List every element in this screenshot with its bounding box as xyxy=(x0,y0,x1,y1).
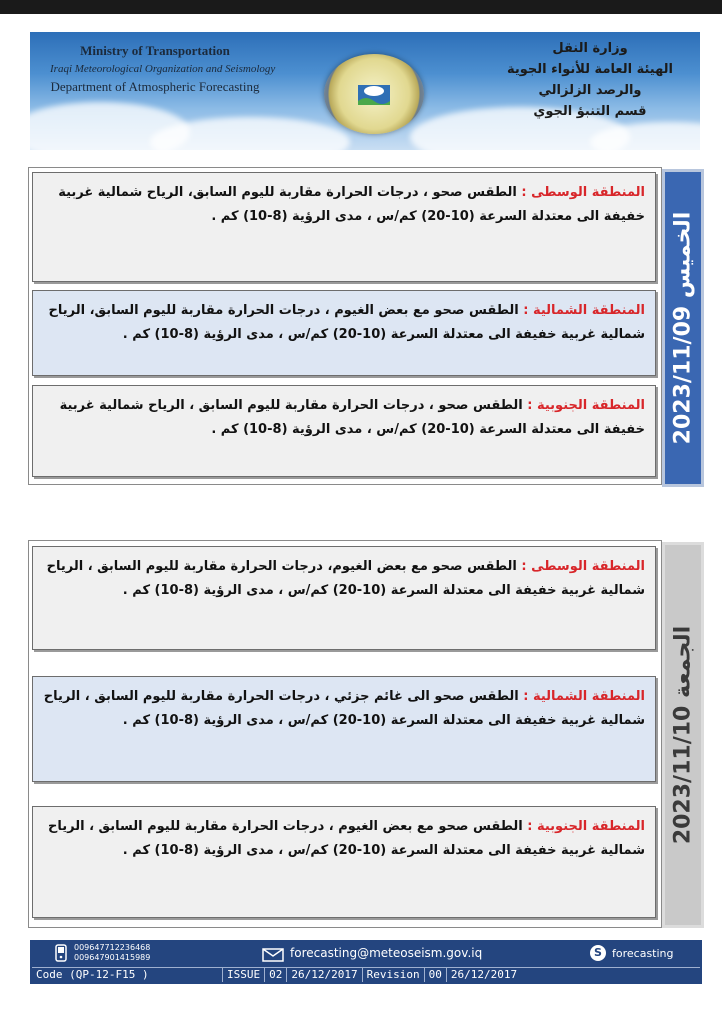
top-border xyxy=(0,0,722,14)
phone-number-1: 009647712236468 xyxy=(74,943,151,952)
region-label: المنطقة الجنوبية : xyxy=(527,819,645,834)
organization-name-en: Iraqi Meteorological Organization and Seismology xyxy=(50,63,276,75)
forecast-text: الطقس صحو مع بعض الغيوم ، درجات الحرارة مقاربة لليوم السابق، الرياح شمالية غربية خفيفة الى معتدلة السرعة (10-20) كم/س ، مدى الرؤية (8-10) كم . xyxy=(48,303,645,342)
region-label: المنطقة الجنوبية : xyxy=(527,398,645,413)
ministry-name-en: Ministry of Transportation xyxy=(80,43,230,58)
day2-central-forecast xyxy=(32,546,656,650)
organization-logo xyxy=(324,54,424,134)
phone-icon xyxy=(54,944,68,962)
issue-number: 02 xyxy=(265,968,287,982)
day1-north-forecast xyxy=(32,290,656,376)
phone-numbers xyxy=(74,943,150,963)
region-label: المنطقة الوسطى : xyxy=(521,185,645,200)
issue-date: 26/12/2017 xyxy=(287,968,362,982)
revision-number: 00 xyxy=(425,968,447,982)
email-link[interactable]: forecasting@meteoseism.gov.iq xyxy=(290,946,483,960)
skype-icon: S xyxy=(590,945,606,961)
department-name-ar: قسم التنبؤ الجوي xyxy=(533,104,647,119)
day1-central-forecast xyxy=(32,172,656,282)
organization-name-ar: الهيئة العامة للأنواء الجوية والرصد الزلزالي xyxy=(507,62,673,98)
day1-date-text: الخميس 2023/11/09 xyxy=(670,211,696,445)
region-label: المنطقة الشمالية : xyxy=(523,689,645,704)
header-banner xyxy=(30,32,700,150)
revision-label: Revision xyxy=(363,968,425,982)
skype-name[interactable]: forecasting xyxy=(612,947,674,960)
issue-label: ISSUE xyxy=(223,968,265,982)
footer-contacts xyxy=(30,940,702,966)
day2-date-text: الجمعة 2023/11/10 xyxy=(670,625,696,845)
forecast-text: الطقس صحو ، درجات الحرارة مقاربة لليوم السابق ، الرياح شمالية غربية خفيفة الى معتدلة السرعة (10-20) كم/س ، مدى الرؤية (8-10) كم . xyxy=(59,398,645,437)
document-code-row xyxy=(32,967,700,982)
forecast-text: الطقس صحو مع بعض الغيوم ، درجات الحرارة مقاربة لليوم السابق ، الرياح شمالية غربية خفيفة الى معتدلة السرعة (10-20) كم/س ، مدى الرؤية (8-10) كم . xyxy=(47,819,645,858)
region-label: المنطقة الوسطى : xyxy=(521,559,645,574)
day2-south-forecast xyxy=(32,806,656,918)
department-name-en: Department of Atmospheric Forecasting xyxy=(50,79,260,94)
document-code: Code (QP-12-F15 ) xyxy=(32,968,223,982)
header-english xyxy=(50,42,276,96)
day1-date-label xyxy=(662,169,704,487)
phone-number-2: 009647901415989 xyxy=(74,953,151,962)
day2-date-label xyxy=(662,542,704,928)
revision-date: 26/12/2017 xyxy=(450,968,518,981)
day1-south-forecast xyxy=(32,385,656,477)
ministry-name-ar: وزارة النقل xyxy=(552,41,628,56)
weather-logo-icon xyxy=(354,79,394,109)
email-icon xyxy=(262,948,284,962)
day2-north-forecast xyxy=(32,676,656,782)
forecast-text: الطقس صحو مع بعض الغيوم، درجات الحرارة مقاربة لليوم السابق ، الرياح شمالية غربية خفيفة الى معتدلة السرعة (10-20) كم/س ، مدى الرؤية (8-10) كم . xyxy=(46,559,645,598)
header-arabic xyxy=(490,38,690,122)
forecast-text: الطقس صحو الى غائم جزئي ، درجات الحرارة مقاربة لليوم السابق ، الرياح شمالية غربية خفيفة الى معتدلة السرعة (10-20) كم/س ، مدى الرؤية (8-10) كم . xyxy=(43,689,645,728)
footer-bar xyxy=(30,940,702,984)
region-label: المنطقة الشمالية : xyxy=(523,303,645,318)
forecast-text: الطقس صحو ، درجات الحرارة مقاربة لليوم السابق، الرياح شمالية غربية خفيفة الى معتدلة السرعة (10-20) كم/س ، مدى الرؤية (8-10) كم . xyxy=(58,185,645,224)
